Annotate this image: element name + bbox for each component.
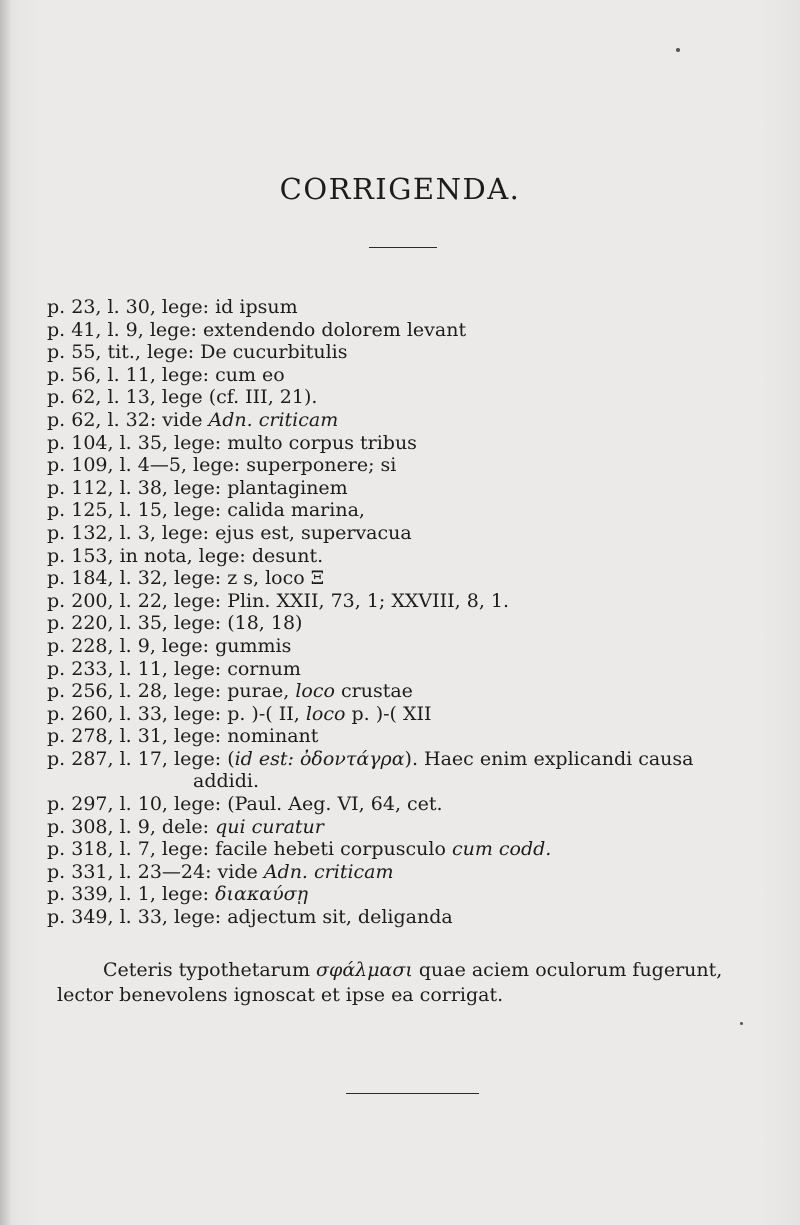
errata-reference: p. 104, l. 35, lege: <box>47 431 222 454</box>
errata-reference: p. 318, l. 7, lege: <box>47 838 210 861</box>
errata-correction: multo corpus tribus <box>227 431 417 454</box>
errata-entry <box>47 883 787 906</box>
closing-line-1-start: Ceteris typothetarum <box>103 959 310 981</box>
closing-greek-word: σφάλμασι <box>316 959 413 981</box>
errata-reference: p. 228, l. 9, lege: <box>47 634 210 657</box>
errata-correction: superponere; si <box>246 454 397 477</box>
errata-reference: p. 109, l. 4—5, lege: <box>47 454 241 477</box>
errata-correction-tail: ). Haec enim explicandi causa <box>404 747 694 770</box>
errata-correction: gummis <box>215 634 292 657</box>
errata-correction: ( <box>227 747 235 770</box>
errata-correction: plantaginem <box>227 476 348 499</box>
errata-correction: (Paul. Aeg. VI, 64, cet. <box>227 793 443 816</box>
errata-continuation <box>47 770 787 793</box>
errata-reference: p. 308, l. 9, dele: <box>47 815 210 838</box>
errata-entry <box>47 703 787 726</box>
errata-correction: desunt. <box>251 544 324 567</box>
errata-entry <box>47 680 787 703</box>
errata-correction: calida marina, <box>227 499 365 522</box>
errata-entry <box>47 590 787 613</box>
errata-correction: De cucurbitulis <box>200 341 348 364</box>
errata-correction: cornum <box>227 657 301 680</box>
errata-reference: p. 256, l. 28, lege: <box>47 680 222 703</box>
errata-entry <box>47 906 787 929</box>
errata-reference: p. 233, l. 11, lege: <box>47 657 222 680</box>
errata-entry <box>47 838 787 861</box>
errata-correction: p. )-( II, <box>227 702 300 725</box>
closing-line-2: lector benevolens ignoscat et ipse ea corrigat. <box>57 984 504 1006</box>
errata-reference: p. 132, l. 3, lege: <box>47 521 210 544</box>
errata-correction: id ipsum <box>215 296 298 318</box>
errata-correction: purae, <box>227 680 290 703</box>
errata-correction: (18, 18) <box>227 612 303 635</box>
errata-correction: vide <box>162 408 203 431</box>
errata-entry <box>47 386 787 409</box>
errata-correction: facile hebeti corpusculo <box>215 838 446 861</box>
errata-italic-text: Adn. criticam <box>208 408 339 431</box>
closing-line-1-end: quae aciem oculorum fugerunt, <box>418 959 723 981</box>
errata-entry <box>47 319 787 342</box>
errata-reference: p. 112, l. 38, lege: <box>47 476 222 499</box>
paper-speck <box>676 48 680 52</box>
errata-entry <box>47 612 787 635</box>
errata-correction: nominant <box>227 725 319 748</box>
errata-entry <box>47 454 787 477</box>
title-divider <box>369 247 437 248</box>
errata-italic-text: cum codd. <box>451 838 552 861</box>
errata-italic-text: loco <box>295 680 335 703</box>
errata-reference: p. 56, l. 11, lege: <box>47 363 210 386</box>
errata-reference: p. 125, l. 15, lege: <box>47 499 222 522</box>
errata-entry <box>47 545 787 568</box>
errata-italic-text: id est: ὀδοντάγρα <box>234 747 405 770</box>
errata-reference: p. 62, l. 32: <box>47 408 157 431</box>
errata-correction: (cf. III, 21). <box>208 386 318 409</box>
errata-correction: addidi. <box>193 770 260 793</box>
errata-italic-text: διακαύσῃ <box>215 883 309 906</box>
errata-reference: p. 349, l. 33, lege: <box>47 906 222 929</box>
errata-reference: p. 41, l. 9, lege: <box>47 318 197 341</box>
errata-reference: p. 331, l. 23—24: <box>47 860 212 883</box>
errata-reference: p. 339, l. 1, lege: <box>47 883 210 906</box>
paper-speck <box>740 1022 743 1025</box>
errata-correction: ejus est, supervacua <box>215 521 412 544</box>
errata-entry <box>47 364 787 387</box>
errata-entry <box>47 499 787 522</box>
errata-correction: Plin. XXII, 73, 1; XXVIII, 8, 1. <box>227 589 510 612</box>
errata-entry <box>47 432 787 455</box>
errata-reference: p. 23, l. 30, lege: <box>47 296 210 318</box>
errata-reference: p. 62, l. 13, lege <box>47 386 203 409</box>
page-title: CORRIGENDA. <box>279 172 521 206</box>
errata-correction: z s, loco Ξ <box>227 567 325 590</box>
errata-reference: p. 297, l. 10, lege: <box>47 793 222 816</box>
errata-correction: vide <box>217 860 258 883</box>
end-divider <box>346 1093 479 1094</box>
errata-entry <box>47 861 787 884</box>
errata-reference: p. 260, l. 33, lege: <box>47 702 222 725</box>
errata-correction-tail: crustae <box>340 680 413 703</box>
errata-correction: cum eo <box>215 363 285 386</box>
errata-entry <box>47 477 787 500</box>
errata-entry <box>47 635 787 658</box>
closing-note <box>57 958 777 1008</box>
closing-line-1 <box>57 958 777 983</box>
errata-entry <box>47 341 787 364</box>
errata-reference: p. 220, l. 35, lege: <box>47 612 222 635</box>
errata-list <box>47 296 787 929</box>
errata-reference: p. 278, l. 31, lege: <box>47 725 222 748</box>
errata-entry <box>47 748 787 771</box>
errata-reference: p. 200, l. 22, lege: <box>47 589 222 612</box>
errata-entry <box>47 296 787 319</box>
errata-entry <box>47 658 787 681</box>
errata-correction: extendendo dolorem levant <box>203 318 467 341</box>
errata-entry <box>47 522 787 545</box>
errata-italic-text: loco <box>305 702 346 725</box>
errata-reference: p. 184, l. 32, lege: <box>47 567 222 590</box>
errata-entry <box>47 567 787 590</box>
errata-reference: p. 55, tit., lege: <box>47 341 195 364</box>
errata-entry <box>47 409 787 432</box>
errata-italic-text: qui curatur <box>215 815 324 838</box>
errata-entry <box>47 725 787 748</box>
errata-reference: p. 153, in nota, lege: <box>47 544 246 567</box>
errata-italic-text: Adn. criticam <box>263 860 394 883</box>
errata-correction: adjectum sit, deliganda <box>227 906 453 929</box>
errata-correction-tail: p. )-( XII <box>351 702 432 725</box>
errata-entry <box>47 793 787 816</box>
errata-entry <box>47 816 787 839</box>
errata-reference: p. 287, l. 17, lege: <box>47 747 222 770</box>
